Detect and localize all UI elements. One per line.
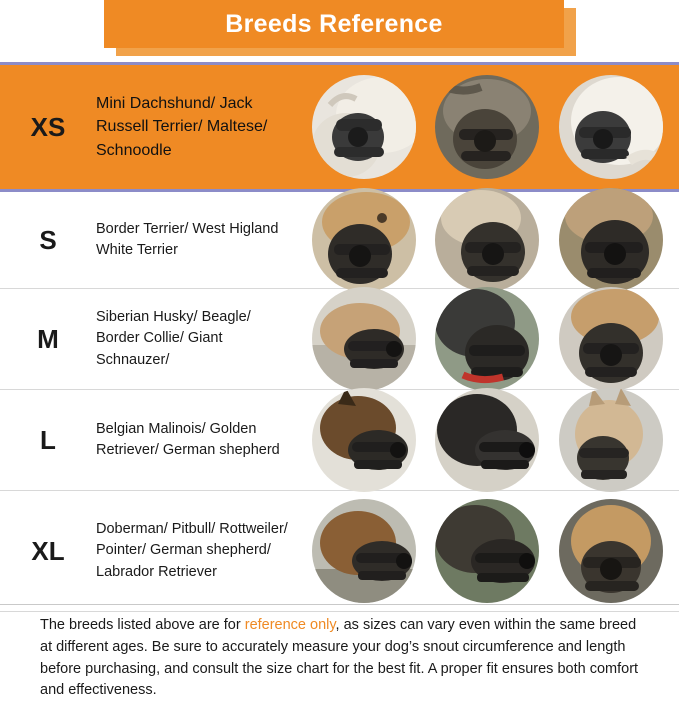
footer-paragraph	[40, 615, 639, 702]
dog-photo-m-1	[312, 287, 416, 391]
table-row	[0, 65, 679, 192]
table-row	[0, 192, 679, 289]
table-row	[0, 491, 679, 612]
dog-photo-s-3	[559, 188, 663, 292]
dog-photo-m-2	[435, 287, 539, 391]
footer-accent-text: reference only	[244, 617, 336, 633]
dog-photo-m-3	[559, 287, 663, 391]
dog-photo-xs-1	[312, 75, 416, 179]
breeds-cell-m	[96, 289, 296, 389]
page-title: Breeds Reference	[225, 9, 443, 38]
size-label-l: L	[40, 424, 56, 455]
dog-photo-l-3	[559, 388, 663, 492]
dog-photo-s-2	[435, 188, 539, 292]
breeds-text: Siberian Husky/ Beagle/ Border Collie/ Giant Schnauzer/	[96, 309, 251, 368]
breeds-text: Belgian Malinois/ Golden Retriever/ German shepherd	[96, 420, 280, 458]
dog-photo-xl-2	[435, 499, 539, 603]
photos-cell-m	[296, 289, 679, 389]
breeds-cell-s	[96, 192, 296, 288]
photos-cell-l	[296, 390, 679, 490]
breeds-cell-xl	[96, 491, 296, 611]
photos-cell-xl	[296, 491, 679, 611]
table-row	[0, 289, 679, 390]
dog-photo-l-1	[312, 388, 416, 492]
dog-photo-xl-1	[312, 499, 416, 603]
footer-text-part2: , as sizes can vary even within the same breed at different ages. Be sure to accurately measure your dog’s snout circumference and length before purchasing, and consult the size chart for the best fit. A proper fit ensures both comfort and effectiveness.	[40, 617, 639, 699]
dog-photo-xs-3	[559, 75, 663, 179]
footer-note	[0, 604, 679, 702]
breeds-text: Doberman/ Pitbull/ Rottweiler/ Pointer/ German shepherd/ Labrador Retriever	[96, 521, 288, 580]
photos-cell-xs	[296, 65, 679, 189]
breeds-cell-xs	[96, 65, 296, 189]
dog-photo-l-2	[435, 388, 539, 492]
table-row	[0, 390, 679, 491]
size-label-s: S	[39, 224, 57, 255]
size-label-m: M	[37, 323, 59, 354]
breeds-table	[0, 62, 679, 612]
dog-photo-xs-2	[435, 75, 539, 179]
breeds-text: Border Terrier/ West Higland White Terrier	[96, 220, 279, 258]
photos-cell-s	[296, 192, 679, 288]
dog-photo-s-1	[312, 188, 416, 292]
title-banner-bar	[104, 0, 564, 48]
footer-text-part1: The breeds listed above are for	[40, 617, 245, 633]
size-label-xl: XL	[31, 535, 65, 566]
size-label-xs: XS	[30, 111, 66, 142]
breeds-text: Mini Dachshund/ Jack Russell Terrier/ Maltese/ Schnoodle	[96, 95, 268, 159]
breeds-cell-l	[96, 390, 296, 490]
title-banner	[0, 0, 679, 60]
dog-photo-xl-3	[559, 499, 663, 603]
